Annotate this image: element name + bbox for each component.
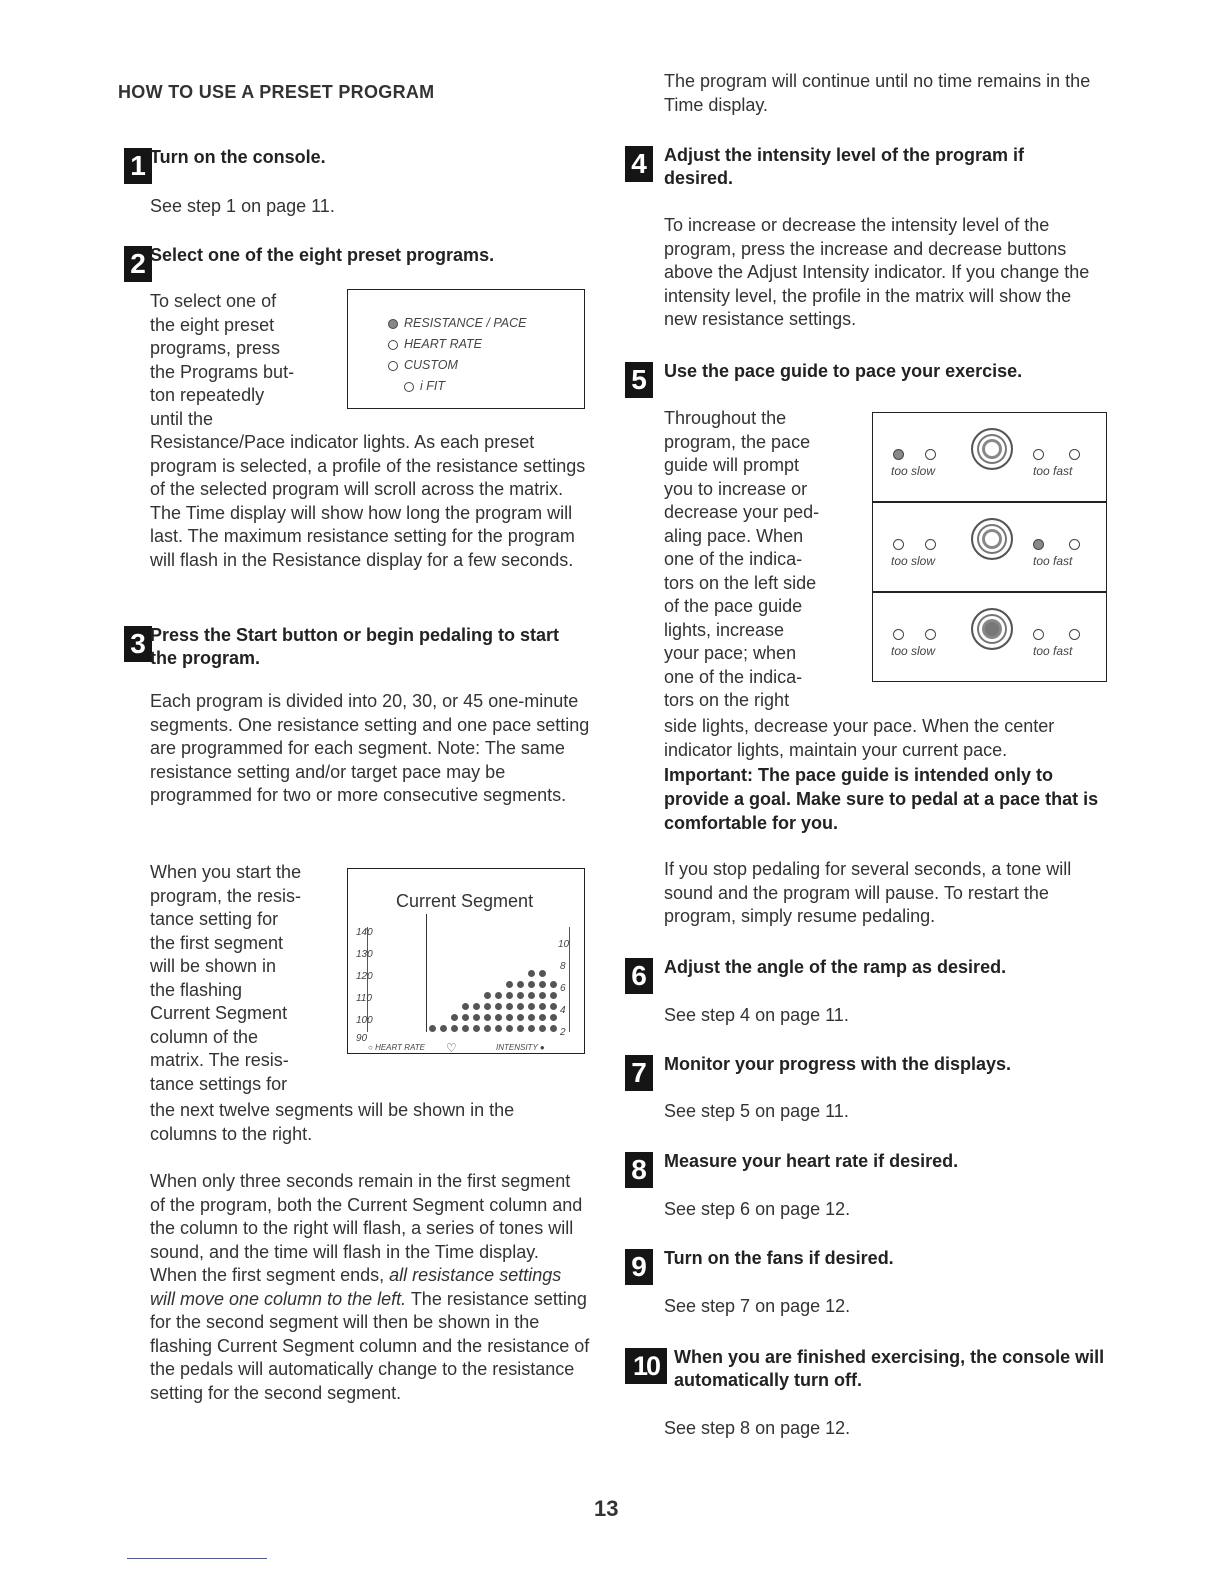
step-number-6: 6 — [625, 958, 653, 994]
indicator-icon — [388, 361, 398, 371]
text-line: program, the pace — [664, 431, 811, 452]
program-item-label: CUSTOM — [404, 358, 458, 372]
program-item-heart-rate — [388, 337, 482, 351]
matrix-dot — [528, 970, 535, 977]
intensity-label-6: 6 — [560, 983, 566, 994]
step-2-body-lines — [150, 290, 340, 431]
intensity-label-4: 4 — [560, 1005, 566, 1016]
step-4-body: To increase or decrease the intensity level of the program, press the increase and decrease buttons above the Adjust Intensity indicator. If you change the intensity level, the profile in the matrix will show the new resistance settings. — [664, 215, 1090, 329]
pace-indicator-icon — [893, 629, 904, 640]
matrix-dot — [517, 981, 524, 988]
pace-indicator-lit-icon — [1033, 539, 1044, 550]
hr-label-140: 140 — [356, 927, 373, 938]
step-9-body: See step 7 on page 12. — [664, 1296, 851, 1316]
matrix-dot — [550, 992, 557, 999]
step-5-body-lines — [664, 407, 869, 713]
matrix-dot — [517, 1003, 524, 1010]
text-line: ton repeatedly — [150, 385, 265, 405]
matrix-dot — [462, 1025, 469, 1032]
matrix-dot — [462, 1014, 469, 1021]
text-line: tors on the right — [664, 690, 790, 710]
too-slow-label: too slow — [891, 644, 936, 658]
step-3-paragraph-3 — [150, 1170, 590, 1405]
pace-indicator-icon — [1033, 449, 1044, 460]
text-run: When only three seconds remain in the first segment of the program, both the Current Segment column and the column to the right will flash, a series of tones will sound, and the time will flash in the Time display. When the first segment ends, — [150, 1171, 583, 1285]
step-6-body: See step 4 on page 11. — [664, 1005, 849, 1025]
text-line: tors on the left side — [664, 572, 817, 593]
pace-indicator-icon — [1069, 449, 1080, 460]
matrix-dot — [550, 1003, 557, 1010]
matrix-dot — [506, 1014, 513, 1021]
matrix-dot — [473, 1003, 480, 1010]
matrix-dot — [550, 981, 557, 988]
pace-indicator-icon — [925, 539, 936, 550]
matrix-dot — [484, 992, 491, 999]
footer-rule — [127, 1558, 267, 1559]
pace-center-target-icon — [971, 428, 1013, 470]
step-number-3: 3 — [124, 626, 152, 662]
pace-center-target-lit-icon — [971, 608, 1013, 650]
matrix-dot — [495, 1003, 502, 1010]
intensity-indicator — [496, 1043, 545, 1052]
text-line: the first segment — [150, 932, 284, 953]
hr-label-130: 130 — [356, 949, 373, 960]
intensity-label-10: 10 — [558, 939, 570, 950]
text-line: guide will prompt — [664, 455, 800, 475]
text-line: of the pace guide — [664, 596, 803, 616]
text-line: one of the indica- — [664, 666, 803, 687]
step-5-important: Important: The pace guide is intended only to provide a goal. Make sure to pedal at a pace that is comfortable for you. — [664, 765, 1099, 833]
matrix-dot — [473, 1014, 480, 1021]
step-5-title: Use the pace guide to pace your exercise. — [664, 361, 1023, 381]
matrix-dot — [517, 1025, 524, 1032]
matrix-dot — [539, 1003, 546, 1010]
text-line: To select one of — [150, 291, 277, 311]
hr-label-100: 100 — [356, 1015, 373, 1026]
matrix-dot — [451, 1014, 458, 1021]
program-selection-panel — [347, 289, 585, 409]
page-number: 13 — [594, 1496, 619, 1521]
matrix-dot — [484, 1025, 491, 1032]
matrix-dot — [528, 1003, 535, 1010]
text-line: tance setting for — [150, 909, 279, 929]
heart-rate-label: HEART RATE — [375, 1043, 425, 1052]
text-run: The resistance setting for the second segment will then be shown in the flashing Current Segment column and the resistance of the pedals will automatically change to the resistance setting for the second segment. — [150, 1288, 590, 1403]
indicator-lit-icon — [388, 319, 398, 329]
matrix-title: Current Segment — [396, 891, 534, 911]
step-1-title: Turn on the console. — [150, 147, 326, 167]
text-line: Current Segment — [150, 1003, 288, 1023]
step-number-5: 5 — [625, 362, 653, 398]
matrix-dot — [495, 1025, 502, 1032]
step-4-title: Adjust the intensity level of the program if desired. — [664, 145, 1025, 188]
hr-label-120: 120 — [356, 971, 373, 982]
hr-label-90: 90 — [356, 1033, 368, 1044]
matrix-dot — [528, 1025, 535, 1032]
text-line: you to increase or — [664, 478, 808, 499]
text-line: When you start the — [150, 862, 302, 882]
matrix-dot — [539, 1014, 546, 1021]
text-line: column of the — [150, 1026, 259, 1047]
matrix-dot — [484, 1014, 491, 1021]
text-line: the flashing — [150, 979, 243, 1000]
too-slow-label: too slow — [891, 464, 936, 478]
intensity-label-2: 2 — [560, 1027, 566, 1038]
matrix-dot — [495, 992, 502, 999]
pace-indicator-lit-icon — [893, 449, 904, 460]
matrix-dot — [506, 1003, 513, 1010]
program-item-resistance-pace — [388, 316, 526, 330]
matrix-dot — [506, 992, 513, 999]
too-fast-label: too fast — [1033, 554, 1073, 568]
step-8-title: Measure your heart rate if desired. — [664, 1151, 959, 1171]
matrix-dot — [528, 981, 535, 988]
step-5-paragraph-2: If you stop pedaling for several seconds, a tone will sound and the program will pause. To restart the program, simply resume pedaling. — [664, 859, 1072, 926]
matrix-dot — [506, 981, 513, 988]
step-8-body: See step 6 on page 12. — [664, 1199, 851, 1219]
matrix-dot — [473, 1025, 480, 1032]
program-item-custom — [388, 358, 458, 372]
matrix-dot — [550, 1014, 557, 1021]
step-10-body: See step 8 on page 12. — [664, 1418, 851, 1438]
matrix-dot — [539, 992, 546, 999]
too-fast-label: too fast — [1033, 464, 1073, 478]
pace-indicator-icon — [1069, 629, 1080, 640]
text-line: program, the resis- — [150, 885, 302, 906]
step-3-paragraph-1: Each program is divided into 20, 30, or 45 one-minute segments. One resistance setting and one pace setting are programmed for each segment. Note: The same resistance setting and/or target pace may be programmed for two or more consecutive segments. — [150, 691, 590, 805]
indicator-icon — [388, 340, 398, 350]
heart-rate-indicator — [368, 1043, 425, 1052]
matrix-dot — [539, 1025, 546, 1032]
pace-indicator-icon — [925, 629, 936, 640]
section-title: HOW TO USE A PRESET PROGRAM — [118, 82, 435, 102]
heart-icon: ♡ — [446, 1041, 457, 1055]
text-line: the eight preset — [150, 314, 275, 335]
matrix-dot — [539, 970, 546, 977]
step-10-title: When you are finished exercising, the console will automatically turn off. — [674, 1347, 1105, 1390]
text-run-italic: all resistance settings will move one column to the left. — [150, 1265, 562, 1309]
pace-indicator-icon — [1033, 629, 1044, 640]
matrix-dot — [429, 1025, 436, 1032]
text-line: tance settings for — [150, 1073, 288, 1094]
pace-center-target-icon — [971, 518, 1013, 560]
step-5-body-rest: side lights, decrease your pace. When the center indicator lights, maintain your current pace. — [664, 716, 1055, 760]
text-line: will be shown in — [150, 956, 277, 976]
step-2-title: Select one of the eight preset programs. — [150, 245, 495, 265]
matrix-dot — [451, 1025, 458, 1032]
indicator-icon — [404, 382, 414, 392]
step-9-title: Turn on the fans if desired. — [664, 1248, 894, 1268]
pace-guide-panel-too-fast — [872, 502, 1107, 592]
matrix-panel — [347, 868, 585, 1054]
text-line: programs, press — [150, 338, 281, 358]
too-fast-label: too fast — [1033, 644, 1073, 658]
matrix-dot — [550, 1025, 557, 1032]
step-7-body: See step 5 on page 11. — [664, 1101, 849, 1121]
step-3-paragraph-2-lines — [150, 861, 340, 1096]
matrix-dot — [440, 1025, 447, 1032]
step-number-10: 10 — [625, 1348, 667, 1384]
current-segment-marker — [426, 914, 427, 1032]
text-line: matrix. The resis- — [150, 1050, 289, 1070]
matrix-dot — [517, 992, 524, 999]
pace-indicator-icon — [893, 539, 904, 550]
matrix-dot — [528, 992, 535, 999]
program-item-ifit — [404, 379, 445, 393]
pace-indicator-icon — [925, 449, 936, 460]
text-line: lights, increase — [664, 619, 785, 640]
step-number-9: 9 — [625, 1249, 653, 1285]
text-line: aling pace. When — [664, 525, 804, 546]
step-3-paragraph-2-rest: the next twelve segments will be shown in the columns to the right. — [150, 1100, 515, 1144]
intensity-label-8: 8 — [560, 961, 566, 972]
step-7-title: Monitor your progress with the displays. — [664, 1054, 1012, 1074]
text-line: one of the indica- — [664, 549, 803, 569]
indicator-lit-icon: ● — [537, 1043, 545, 1052]
matrix-dot — [539, 981, 546, 988]
step-number-4: 4 — [625, 146, 653, 182]
pace-guide-panel-on-target — [872, 592, 1107, 682]
step-2-body-rest: Resistance/Pace indicator lights. As each preset program is selected, a profile of the resistance settings of the selected program will scroll across the matrix. The Time display will show how long the program will last. The maximum resistance setting for the program will flash in the Resistance display for a few seconds. — [150, 432, 586, 570]
hr-label-110: 110 — [356, 993, 372, 1004]
pace-guide-panel-too-slow — [872, 412, 1107, 502]
text-line: until the — [150, 408, 214, 429]
text-line: your pace; when — [664, 643, 797, 663]
text-line: decrease your ped- — [664, 502, 820, 522]
indicator-icon: ○ — [368, 1043, 376, 1052]
matrix-dot — [517, 1014, 524, 1021]
matrix-right-axis — [569, 927, 570, 1032]
matrix-dot — [462, 1003, 469, 1010]
too-slow-label: too slow — [891, 554, 936, 568]
matrix-dot — [528, 1014, 535, 1021]
pace-indicator-icon — [1069, 539, 1080, 550]
matrix-dot — [506, 1025, 513, 1032]
step-6-title: Adjust the angle of the ramp as desired. — [664, 957, 1007, 977]
step-1-body: See step 1 on page 11. — [150, 196, 335, 216]
intensity-label: INTENSITY — [496, 1043, 538, 1052]
matrix-dot — [484, 1003, 491, 1010]
program-item-label: RESISTANCE / PACE — [404, 316, 527, 330]
text-line: Throughout the — [664, 408, 787, 428]
step-number-7: 7 — [625, 1055, 653, 1091]
program-item-label: HEART RATE — [404, 337, 483, 351]
step-number-8: 8 — [625, 1152, 653, 1188]
step-number-2: 2 — [124, 246, 152, 282]
continuation-paragraph: The program will continue until no time remains in the Time display. — [664, 71, 1091, 115]
program-item-label: i FIT — [420, 379, 445, 393]
step-3-title: Press the Start button or begin pedaling to start the program. — [150, 625, 560, 668]
step-number-1: 1 — [124, 148, 152, 184]
text-line: the Programs but- — [150, 361, 295, 382]
matrix-dot — [495, 1014, 502, 1021]
